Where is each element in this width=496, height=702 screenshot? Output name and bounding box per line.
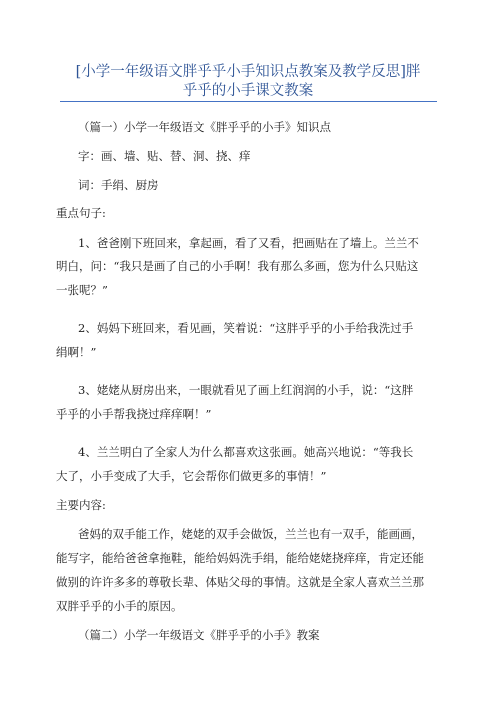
sentence-4-line-1: 4、兰兰明白了全家人为什么都喜欢这张画。她高兴地说：“等我长 bbox=[78, 445, 414, 459]
sentence-3-line-1: 3、姥姥从厨房出来，一眼就看见了画上红润润的小手，说：“这胖 bbox=[78, 383, 414, 397]
section-heading-2: （篇二）小学一年级语文《胖乎乎的小手》教案 bbox=[78, 628, 320, 642]
content-line-2: 能写字，能给爸爸拿拖鞋，能给妈妈洗手绢，能给姥姥挠痒痒，肯定还能 bbox=[56, 551, 424, 565]
sentence-2-line-1: 2、妈妈下班回来，看见画，笑着说：“这胖乎乎的小手给我洗过手 bbox=[78, 321, 414, 335]
sentence-4-line-2: 大了，小手变成了大手，它会帮你们做更多的事情！” bbox=[56, 469, 327, 483]
sentence-1-line-2: 明白，问：“我只是画了自己的小手啊！我有那么多画，您为什么只贴这 bbox=[56, 259, 419, 273]
section-heading-1: （篇一）小学一年级语文《胖乎乎的小手》知识点 bbox=[78, 120, 331, 134]
content-line-3: 做别的许许多多的尊敬长辈、体贴父母的事情。这就是全家人喜欢兰兰那 bbox=[56, 575, 424, 589]
sentence-3-line-2: 乎乎的小手帮我挠过痒痒啊！” bbox=[56, 407, 212, 421]
main-content-heading: 主要内容: bbox=[56, 498, 106, 512]
title-underline bbox=[60, 101, 437, 102]
document-title-line-2: 乎乎的小手课文教案 bbox=[182, 83, 314, 99]
sentence-1-line-3: 一张呢？” bbox=[56, 283, 108, 297]
content-line-4: 双胖乎乎的小手的原因。 bbox=[56, 599, 183, 613]
sentence-1-line-1: 1、爸爸刚下班回来，拿起画，看了又看，把画贴在了墙上。兰兰不 bbox=[78, 236, 419, 250]
content-line-1: 爸妈的双手能工作，姥姥的双手会做饭，兰兰也有一双手，能画画， bbox=[78, 527, 423, 541]
key-sentences-heading: 重点句子: bbox=[56, 206, 106, 220]
characters-line: 字：画、墙、贴、替、洞、挠、痒 bbox=[78, 149, 251, 163]
document-title-line-1: [小学一年级语文胖乎乎小手知识点教案及教学反思]胖 bbox=[75, 64, 421, 80]
sentence-2-line-2: 绢啊！” bbox=[56, 345, 97, 359]
words-line: 词：手绢、厨房 bbox=[78, 178, 159, 192]
